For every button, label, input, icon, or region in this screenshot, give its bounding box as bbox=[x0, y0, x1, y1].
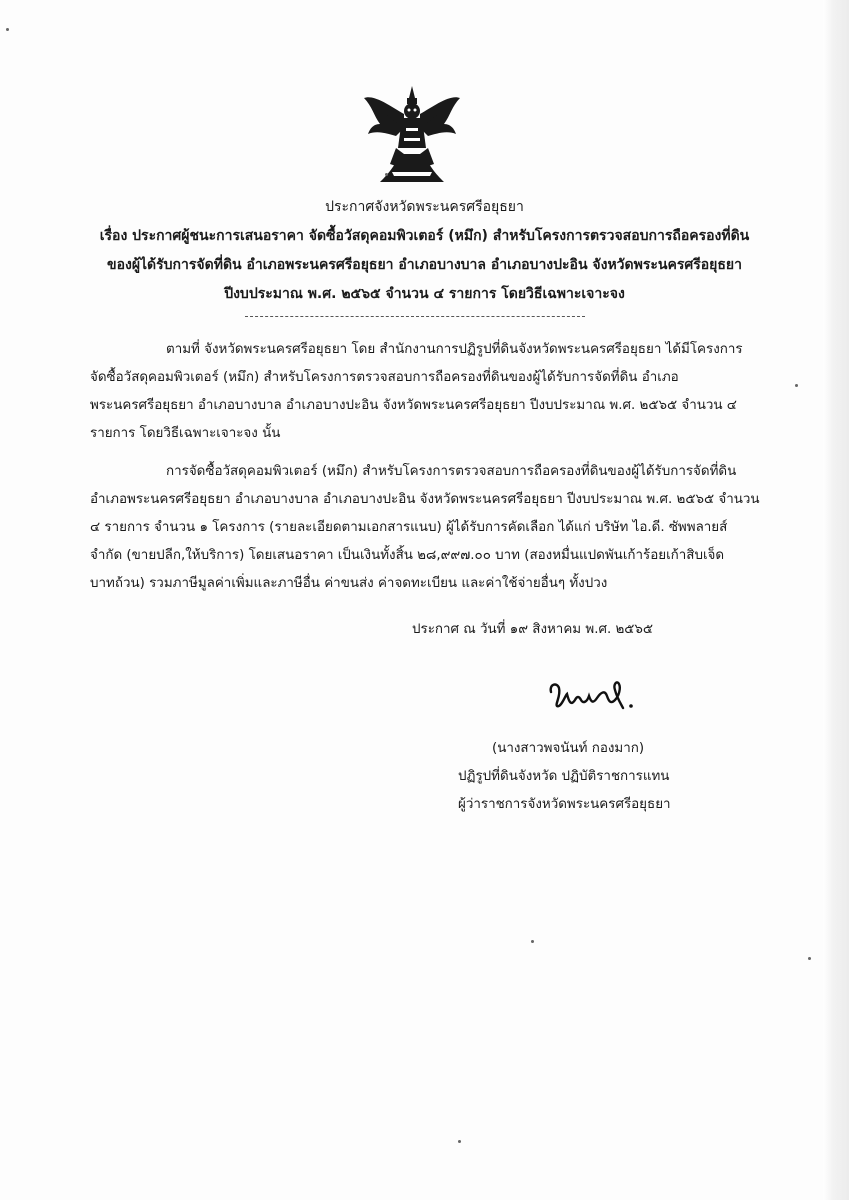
paragraph-1-line: รายการ โดยวิธีเฉพาะเจาะจง นั้น bbox=[90, 426, 281, 441]
paragraph-2-line: ๔ รายการ จำนวน ๑ โครงการ (รายละเอียดตามเอกสารแนบ) ผู้ได้รับการคัดเลือก ได้แก่ บริษัท ไอ.ดี. ซัพพลายส์ bbox=[90, 520, 728, 535]
garuda-emblem-icon bbox=[360, 84, 464, 188]
signatory-title-1: ปฏิรูปที่ดินจังหวัด ปฏิบัติราชการแทน bbox=[458, 769, 670, 784]
paragraph-2-line: การจัดซื้อวัสดุคอมพิวเตอร์ (หมึก) สำหรับโครงการตรวจสอบการถือครองที่ดินของผู้ได้รับการจัดที่ดิน bbox=[166, 464, 737, 479]
paragraph-1-line: จัดซื้อวัสดุคอมพิวเตอร์ (หมึก) สำหรับโครงการตรวจสอบการถือครองที่ดินของผู้ได้รับการจัดที่ดิน อำเภอ bbox=[90, 370, 679, 385]
subject-line-2: ของผู้ได้รับการจัดที่ดิน อำเภอพระนครศรีอยุธยา อำเภอบางบาล อำเภอบางปะอิน จังหวัดพระนครศรีอยุธยา bbox=[107, 257, 742, 273]
signatory-title-2: ผู้ว่าราชการจังหวัดพระนครศรีอยุธยา bbox=[458, 797, 671, 812]
scan-speck bbox=[385, 173, 388, 176]
paragraph-1-line: พระนครศรีอยุธยา อำเภอบางบาล อำเภอบางปะอิน จังหวัดพระนครศรีอยุธยา ปีงบประมาณ พ.ศ. ๒๕๖๕ จำนวน ๔ bbox=[90, 398, 737, 413]
signatory-name: (นางสาวพจนันท์ กองมาก) bbox=[492, 741, 645, 756]
paragraph-2-line: จำกัด (ขายปลีก,ให้บริการ) โดยเสนอราคา เป็นเงินทั้งสิ้น ๒๘,๙๙๗.๐๐ บาท (สองหมื่นแปดพันเก้าร้อยเก้าสิบเจ็ด bbox=[90, 548, 725, 563]
paper-edge bbox=[823, 0, 849, 1200]
scan-speck bbox=[458, 1140, 461, 1143]
paragraph-1-line: ตามที่ จังหวัดพระนครศรีอยุธยา โดย สำนักงานการปฏิรูปที่ดินจังหวัดพระนครศรีอยุธยา ได้มีโครงการ bbox=[166, 342, 743, 357]
scan-speck bbox=[6, 28, 9, 31]
scan-speck bbox=[808, 957, 811, 960]
handwritten-signature bbox=[545, 678, 645, 718]
paragraph-2-line: บาทถ้วน) รวมภาษีมูลค่าเพิ่มและภาษีอื่น ค่าขนส่ง ค่าจดทะเบียน และค่าใช้จ่ายอื่นๆ ทั้งปวง bbox=[90, 576, 608, 591]
announcement-org: ประกาศจังหวัดพระนครศรีอยุธยา bbox=[325, 199, 524, 215]
divider bbox=[245, 316, 585, 317]
announcement-date: ประกาศ ณ วันที่ ๑๙ สิงหาคม พ.ศ. ๒๕๖๕ bbox=[412, 622, 654, 637]
subject-line-3: ปีงบประมาณ พ.ศ. ๒๕๖๕ จำนวน ๔ รายการ โดยวิธีเฉพาะเจาะจง bbox=[224, 286, 625, 302]
scan-speck bbox=[531, 940, 534, 943]
scan-speck bbox=[795, 384, 798, 387]
subject-line-1: เรื่อง ประกาศผู้ชนะการเสนอราคา จัดซื้อวัสดุคอมพิวเตอร์ (หมึก) สำหรับโครงการตรวจสอบการถือครองที่ดิน bbox=[99, 228, 750, 244]
paragraph-2-line: อำเภอพระนครศรีอยุธยา อำเภอบางบาล อำเภอบางปะอิน จังหวัดพระนครศรีอยุธยา ปีงบประมาณ พ.ศ. ๒๕๖๕ จำนวน bbox=[90, 492, 760, 507]
